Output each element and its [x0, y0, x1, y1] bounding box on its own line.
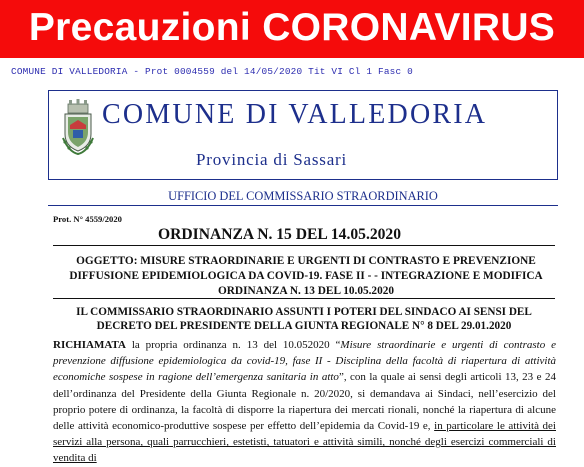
subject-block: OGGETTO: MISURE STRAORDINARIE E URGENTI DI CONTRASTO E PREVENZIONE DIFFUSIONE EPIDEMIOLOGICA DA COVID-19. FASE II - - INTEGRAZIONE E MODIFICA ORDINANZA N. 13 DEL 10.05.2020 — [69, 255, 543, 297]
richiamata-label: RICHIAMATA — [53, 339, 126, 351]
title-banner — [0, 0, 584, 58]
ordinance-rule — [53, 245, 555, 246]
office-heading: UFFICIO DEL COMMISSARIO STRAORDINARIO — [168, 189, 438, 203]
municipal-crest-icon — [59, 98, 97, 156]
office-rule — [48, 205, 558, 206]
protocol-stamp: COMUNE DI VALLEDORIA - Prot 0004559 del 14/05/2020 Tit VI Cl 1 Fasc 0 — [11, 66, 413, 77]
subject-rule — [53, 298, 555, 299]
body-text-3: parrucchieri, estetisti, tatuatori e attività simili, nonché degli esercizi commerciali di vendita di — [53, 436, 556, 465]
body-text-1: la propria ordinanza n. 13 del 10.052020 “ — [125, 339, 341, 351]
comune-title: COMUNE DI VALLEDORIA — [102, 99, 488, 130]
commissioner-heading: IL COMMISSARIO STRAORDINARIO ASSUNTI I POTERI DEL SINDACO AI SENSI DEL DECRETO DEL PRESIDENTE DELLA GIUNTA REGIONALE N° 8 DEL 29.01.2020 — [76, 306, 532, 332]
body-text-italic: Misure straordinarie e urgenti di contrasto e prevenzione diffusione epidemiologica da covid-19, fase II - Disciplina della facoltà di riapertura di attività economiche sospese in ragione dell’emergenza sanitaria in atto — [53, 339, 557, 384]
protocol-number: Prot. N° 4559/2020 — [53, 214, 122, 224]
body-text-2: ”, con la quale ai sensi degli articoli 13, 23 e 24 dell’ordinanza del Presidente della Giunta Regionale n. 20/2020, si demandava ai Sindaci, nell’esercizio del proprio potere di ordinanza, la facoltà di disporre la riapertura dei mercati rionali, nonché la riapertura di alcune delle attività economico-produttive sospese per effetto dell’epidemia da Covid-19 e, — [53, 371, 556, 433]
ordinance-title: ORDINANZA N. 15 DEL 14.05.2020 — [158, 226, 402, 243]
provincia-subtitle: Provincia di Sassari — [196, 150, 348, 169]
banner-title: Precauzioni CORONAVIRUS — [28, 6, 556, 49]
body-paragraph — [53, 337, 556, 467]
body-text-underlined: in particolare le attività dei servizi alla persona, quali — [53, 420, 556, 449]
